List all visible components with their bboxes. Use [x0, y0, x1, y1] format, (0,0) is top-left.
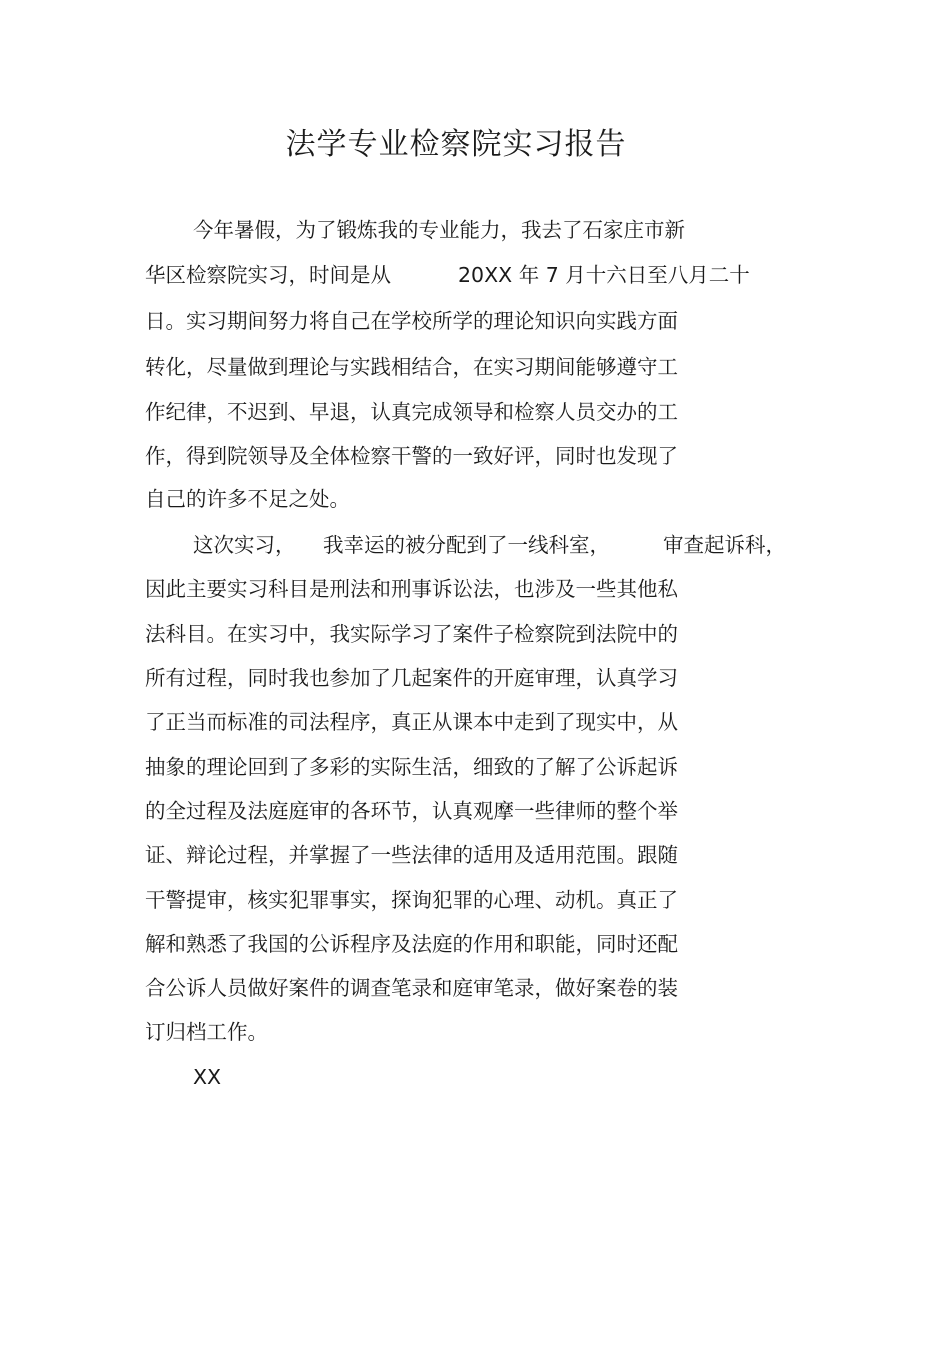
paragraph-line: 的全过程及法庭庭审的各环节，认真观摩一些律师的整个举: [145, 799, 678, 823]
closing-text: XX: [193, 1065, 222, 1089]
paragraph-line: 解和熟悉了我国的公诉程序及法庭的作用和职能，同时还配: [145, 932, 678, 956]
paragraph-line: 今年暑假，为了锻炼我的专业能力，我去了石家庄市新: [193, 218, 685, 242]
paragraph-line: 华区检察院实习，时间是从: [145, 263, 391, 287]
paragraph-line: 因此主要实习科目是刑法和刑事诉讼法，也涉及一些其他私: [145, 577, 678, 601]
paragraph-line: 日。实习期间努力将自己在学校所学的理论知识向实践方面: [145, 309, 678, 333]
paragraph-line: 证、辩论过程，并掌握了一些法律的适用及适用范围。跟随: [145, 843, 678, 867]
paragraph-line: 作，得到院领导及全体检察干警的一致好评，同时也发现了: [145, 444, 678, 468]
paragraph-line: 所有过程，同时我也参加了几起案件的开庭审理，认真学习: [145, 666, 678, 690]
paragraph-line: 法科目。在实习中，我实际学习了案件子检察院到法院中的: [145, 622, 678, 646]
document-title: 法学专业检察院实习报告: [285, 127, 627, 162]
paragraph-line: 这次实习，: [193, 533, 296, 557]
paragraph-line: 抽象的理论回到了多彩的实际生活，细致的了解了公诉起诉: [145, 755, 678, 779]
paragraph-line: 合公诉人员做好案件的调查笔录和庭审笔录，做好案卷的装: [145, 976, 678, 1000]
paragraph-line: 干警提审，核实犯罪事实，探询犯罪的心理、动机。真正了: [145, 888, 678, 912]
paragraph-line: 20XX 年 7 月十六日至八月二十: [458, 263, 750, 287]
paragraph-line: 订归档工作。: [145, 1020, 268, 1044]
paragraph-line: 转化，尽量做到理论与实践相结合，在实习期间能够遵守工: [145, 355, 678, 379]
paragraph-line: 了正当而标准的司法程序，真正从课本中走到了现实中，从: [145, 710, 678, 734]
paragraph-line: 作纪律，不迟到、早退，认真完成领导和检察人员交办的工: [145, 400, 678, 424]
paragraph-line: 我幸运的被分配到了一线科室，: [323, 533, 610, 557]
paragraph-line: 审查起诉科，: [663, 533, 786, 557]
paragraph-line: 自己的许多不足之处。: [145, 487, 350, 511]
